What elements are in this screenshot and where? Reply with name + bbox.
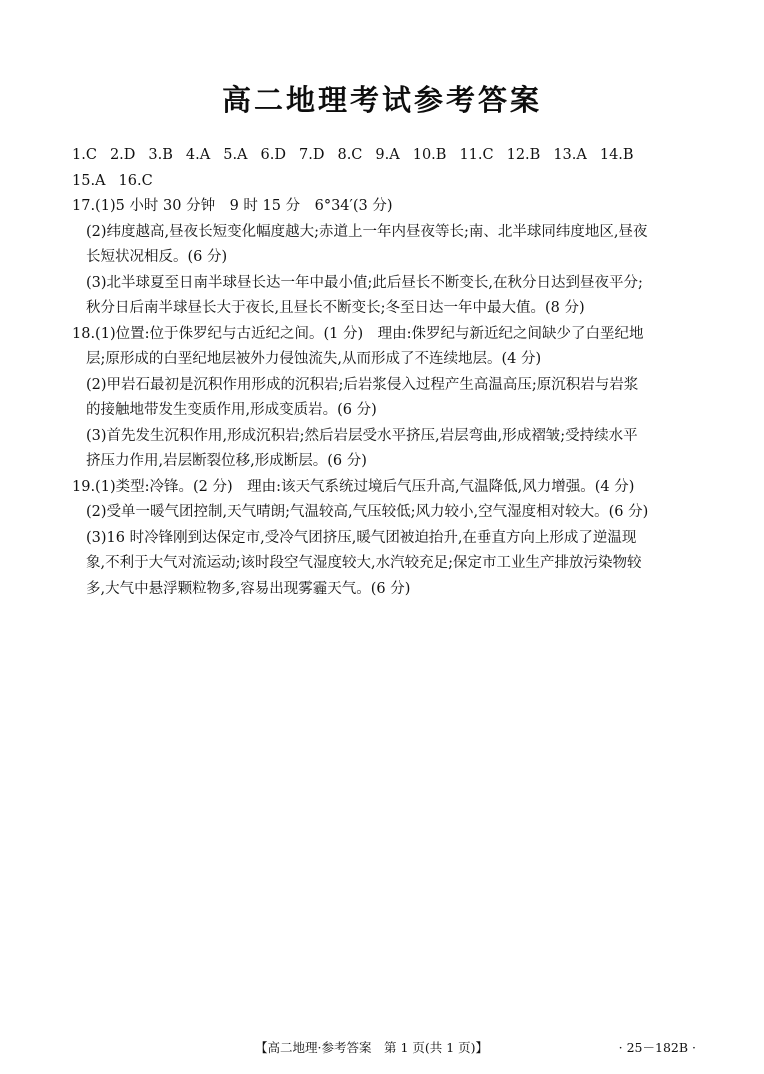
mc-answer: 6.D [260, 147, 286, 163]
answer-line: 层;原形成的白垩纪地层被外力侵蚀流失,从而形成了不连续地层。(4 分) [86, 351, 542, 367]
mc-answer: 1.C [72, 147, 97, 163]
mc-answer: 10.B [412, 147, 447, 163]
answer-line: 长短状况相反。(6 分) [86, 249, 228, 265]
question-19-answer [72, 475, 698, 603]
mc-answer: 13.A [553, 147, 587, 163]
footer-page-info: 【高二地理·参考答案 第 1 页(共 1 页)】 [255, 1040, 489, 1055]
mc-answer: 7.D [299, 147, 325, 163]
answer-line: 19.(1)类型:冷锋。(2 分) 理由:该天气系统过境后气压升高,气温降低,风力增强。(4 分) [72, 478, 635, 495]
mc-answer: 15.A [72, 172, 106, 189]
answer-line: 17.(1)5 小时 30 分钟 9 时 15 分 6°34′(3 分) [72, 198, 393, 214]
answer-line: 18.(1)位置:位于侏罗纪与古近纪之间。(1 分) 理由:侏罗纪与新近纪之间缺少了白垩纪地 [72, 325, 644, 342]
answer-line: (3)16 时冷锋刚到达保定市,受冷气团挤压,暖气团被迫抬升,在垂直方向上形成了逆温现 [86, 529, 637, 546]
answer-line: (3)首先发生沉积作用,形成沉积岩;然后岩层受水平挤压,岩层弯曲,形成褶皱;受持续水平 [86, 427, 638, 444]
page-title: 高二地理考试参考答案 [221, 83, 542, 117]
mc-answer: 12.B [506, 147, 541, 163]
answer-body [72, 143, 698, 602]
answer-line: (2)甲岩石最初是沉积作用形成的沉积岩;后岩浆侵入过程产生高温高压;原沉积岩与岩浆 [86, 376, 639, 393]
mc-answer: 4.A [185, 147, 211, 163]
mc-answer: 2.D [109, 147, 136, 163]
answer-line: (2)纬度越高,昼夜长短变化幅度越大;赤道上一年内昼夜等长;南、北半球同纬度地区,昼夜 [86, 223, 648, 240]
answer-line: (2)受单一暖气团控制,天气晴朗;气温较高,气压较低;风力较小,空气湿度相对较大。(6 分) [86, 504, 649, 520]
answer-line: 秋分日后南半球昼长大于夜长,且昼长不断变长;冬至日达一年中最大值。(8 分) [86, 300, 585, 316]
mc-answer: 14.B [599, 147, 634, 163]
answer-line: 挤压力作用,岩层断裂位移,形成断层。(6 分) [86, 453, 367, 469]
mc-answer: 3.B [148, 147, 173, 163]
answer-line: 多,大气中悬浮颗粒物多,容易出现雾霾天气。(6 分) [86, 580, 411, 597]
multiple-choice-answers-line-2 [72, 169, 698, 195]
footer-document-code: · 25－182B · [618, 1040, 696, 1055]
question-17-answer [72, 194, 698, 322]
page-footer [0, 1038, 764, 1060]
answer-line: (3)北半球夏至日南半球昼长达一年中最小值;此后昼长不断变长,在秋分日达到昼夜平分; [86, 274, 643, 291]
answer-line: 象,不利于大气对流运动;该时段空气湿度较大,水汽较充足;保定市工业生产排放污染物较 [86, 555, 642, 571]
mc-answer: 5.A [223, 147, 248, 163]
multiple-choice-answers-line-1 [72, 143, 698, 169]
mc-answer: 9.A [375, 147, 400, 163]
mc-answer: 11.C [459, 147, 494, 163]
mc-answer: 8.C [337, 147, 363, 163]
answer-line: 的接触地带发生变质作用,形成变质岩。(6 分) [86, 402, 377, 418]
question-18-answer [72, 322, 698, 475]
mc-answer: 16.C [118, 172, 153, 189]
